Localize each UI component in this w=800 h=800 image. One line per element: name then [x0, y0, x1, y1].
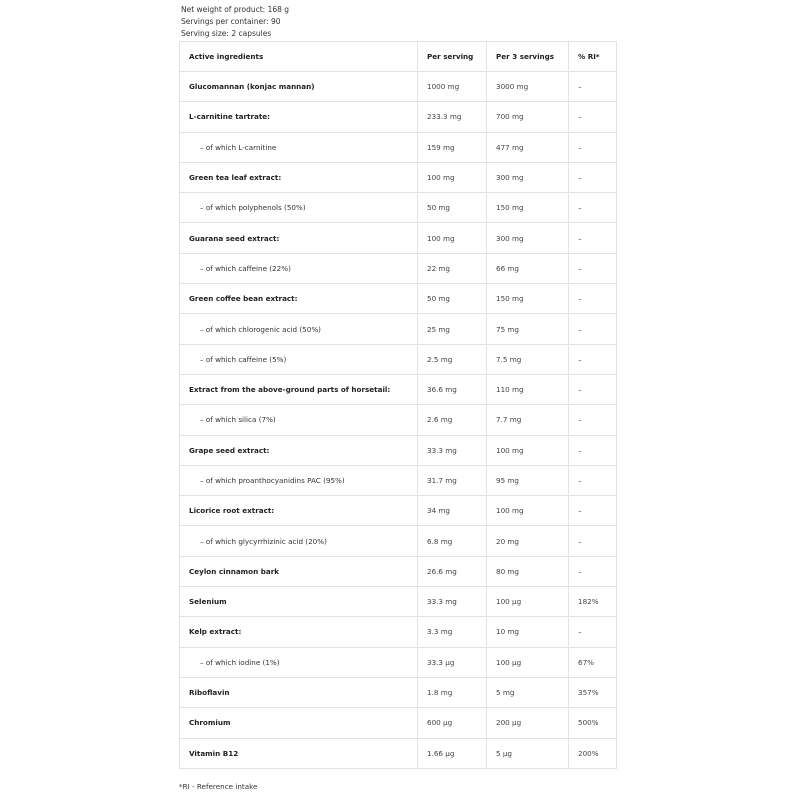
per-3-servings-value: 10 mg	[487, 617, 569, 647]
per-serving-value: 33.3 mg	[418, 435, 487, 465]
header-per-serving: Per serving	[418, 42, 487, 72]
per-3-servings-value: 5 mg	[487, 677, 569, 707]
per-3-servings-value: 100 µg	[487, 647, 569, 677]
nutrition-table	[179, 41, 617, 769]
ri-value: –	[569, 405, 617, 435]
servings-per-container-text: Servings per container: 90	[181, 17, 281, 26]
per-serving-value: 3.3 mg	[418, 617, 487, 647]
ingredient-name: Riboflavin	[180, 677, 418, 707]
per-3-servings-value: 3000 mg	[487, 72, 569, 102]
ri-value: –	[569, 465, 617, 495]
ingredient-name: – of which caffeine (5%)	[180, 344, 418, 374]
table-row	[180, 647, 617, 677]
per-serving-value: 50 mg	[418, 193, 487, 223]
ingredient-name: Green tea leaf extract:	[180, 162, 418, 192]
per-serving-value: 2.6 mg	[418, 405, 487, 435]
table-row	[180, 617, 617, 647]
net-weight-text: Net weight of product: 168 g	[181, 5, 290, 14]
ri-value: –	[569, 526, 617, 556]
ingredient-name: – of which polyphenols (50%)	[180, 193, 418, 223]
per-3-servings-value: 300 mg	[487, 162, 569, 192]
ri-value: –	[569, 72, 617, 102]
per-3-servings-value: 66 mg	[487, 253, 569, 283]
ri-value: –	[569, 496, 617, 526]
table-row	[180, 405, 617, 435]
ri-value: –	[569, 284, 617, 314]
table-body	[180, 72, 617, 769]
per-serving-value: 159 mg	[418, 132, 487, 162]
per-3-servings-value: 80 mg	[487, 556, 569, 586]
ri-value: –	[569, 344, 617, 374]
per-serving-value: 22 mg	[418, 253, 487, 283]
ingredient-name: L-carnitine tartrate:	[180, 102, 418, 132]
per-serving-value: 2.5 mg	[418, 344, 487, 374]
per-3-servings-value: 100 mg	[487, 496, 569, 526]
ingredient-name: Ceylon cinnamon bark	[180, 556, 418, 586]
ri-value: 200%	[569, 738, 617, 768]
table-row	[180, 162, 617, 192]
ri-value: 67%	[569, 647, 617, 677]
per-3-servings-value: 20 mg	[487, 526, 569, 556]
per-serving-value: 34 mg	[418, 496, 487, 526]
serving-size-text: Serving size: 2 capsules	[181, 29, 272, 38]
ingredient-name: – of which iodine (1%)	[180, 647, 418, 677]
ingredient-name: – of which glycyrrhizinic acid (20%)	[180, 526, 418, 556]
ingredient-name: – of which silica (7%)	[180, 405, 418, 435]
table-row	[180, 465, 617, 495]
per-3-servings-value: 150 mg	[487, 284, 569, 314]
table-row	[180, 526, 617, 556]
table-row	[180, 435, 617, 465]
ingredient-name: – of which chlorogenic acid (50%)	[180, 314, 418, 344]
per-3-servings-value: 5 µg	[487, 738, 569, 768]
table-row	[180, 284, 617, 314]
header-active-ingredients: Active ingredients	[180, 42, 418, 72]
ri-value: –	[569, 253, 617, 283]
table-row	[180, 72, 617, 102]
per-3-servings-value: 150 mg	[487, 193, 569, 223]
table-header-row	[180, 42, 617, 72]
ingredient-name: Guarana seed extract:	[180, 223, 418, 253]
table-row	[180, 708, 617, 738]
per-serving-value: 25 mg	[418, 314, 487, 344]
ingredient-name: Extract from the above-ground parts of horsetail:	[180, 374, 418, 404]
footnote: *RI - Reference intake	[179, 782, 258, 791]
header-per-3-servings: Per 3 servings	[487, 42, 569, 72]
per-serving-value: 50 mg	[418, 284, 487, 314]
per-3-servings-value: 75 mg	[487, 314, 569, 344]
ri-value: –	[569, 314, 617, 344]
table-row	[180, 253, 617, 283]
ingredient-name: Green coffee bean extract:	[180, 284, 418, 314]
per-3-servings-value: 7.5 mg	[487, 344, 569, 374]
per-3-servings-value: 110 mg	[487, 374, 569, 404]
ingredient-name: – of which caffeine (22%)	[180, 253, 418, 283]
per-3-servings-value: 95 mg	[487, 465, 569, 495]
ri-value: –	[569, 132, 617, 162]
ri-value: –	[569, 193, 617, 223]
table-row	[180, 374, 617, 404]
per-serving-value: 36.6 mg	[418, 374, 487, 404]
table-row	[180, 556, 617, 586]
ri-value: –	[569, 223, 617, 253]
table-row	[180, 132, 617, 162]
ingredient-name: – of which proanthocyanidins PAC (95%)	[180, 465, 418, 495]
ri-value: –	[569, 435, 617, 465]
ingredient-name: Chromium	[180, 708, 418, 738]
per-serving-value: 233.3 mg	[418, 102, 487, 132]
ri-value: –	[569, 374, 617, 404]
per-3-servings-value: 200 µg	[487, 708, 569, 738]
header-ri: % RI*	[569, 42, 617, 72]
ingredient-name: Glucomannan (konjac mannan)	[180, 72, 418, 102]
per-serving-value: 6.8 mg	[418, 526, 487, 556]
table-row	[180, 223, 617, 253]
ingredient-name: Vitamin B12	[180, 738, 418, 768]
ri-value: 500%	[569, 708, 617, 738]
table-row	[180, 102, 617, 132]
per-3-servings-value: 300 mg	[487, 223, 569, 253]
per-serving-value: 26.6 mg	[418, 556, 487, 586]
ri-value: 357%	[569, 677, 617, 707]
table-row	[180, 587, 617, 617]
table-row	[180, 193, 617, 223]
per-serving-value: 33.3 mg	[418, 587, 487, 617]
ri-value: 182%	[569, 587, 617, 617]
ri-value: –	[569, 556, 617, 586]
table-row	[180, 344, 617, 374]
table-row	[180, 314, 617, 344]
per-serving-value: 31.7 mg	[418, 465, 487, 495]
table-row	[180, 738, 617, 768]
per-serving-value: 100 mg	[418, 223, 487, 253]
ri-value: –	[569, 617, 617, 647]
table-row	[180, 677, 617, 707]
per-3-servings-value: 7.7 mg	[487, 405, 569, 435]
per-serving-value: 1.66 µg	[418, 738, 487, 768]
per-serving-value: 33.3 µg	[418, 647, 487, 677]
ingredient-name: – of which L-carnitine	[180, 132, 418, 162]
per-3-servings-value: 100 µg	[487, 587, 569, 617]
ingredient-name: Licorice root extract:	[180, 496, 418, 526]
table-row	[180, 496, 617, 526]
per-serving-value: 1000 mg	[418, 72, 487, 102]
per-3-servings-value: 100 mg	[487, 435, 569, 465]
ingredient-name: Grape seed extract:	[180, 435, 418, 465]
per-serving-value: 100 mg	[418, 162, 487, 192]
per-serving-value: 600 µg	[418, 708, 487, 738]
per-3-servings-value: 477 mg	[487, 132, 569, 162]
per-serving-value: 1.8 mg	[418, 677, 487, 707]
ri-value: –	[569, 102, 617, 132]
ri-value: –	[569, 162, 617, 192]
ingredient-name: Selenium	[180, 587, 418, 617]
per-3-servings-value: 700 mg	[487, 102, 569, 132]
ingredient-name: Kelp extract:	[180, 617, 418, 647]
